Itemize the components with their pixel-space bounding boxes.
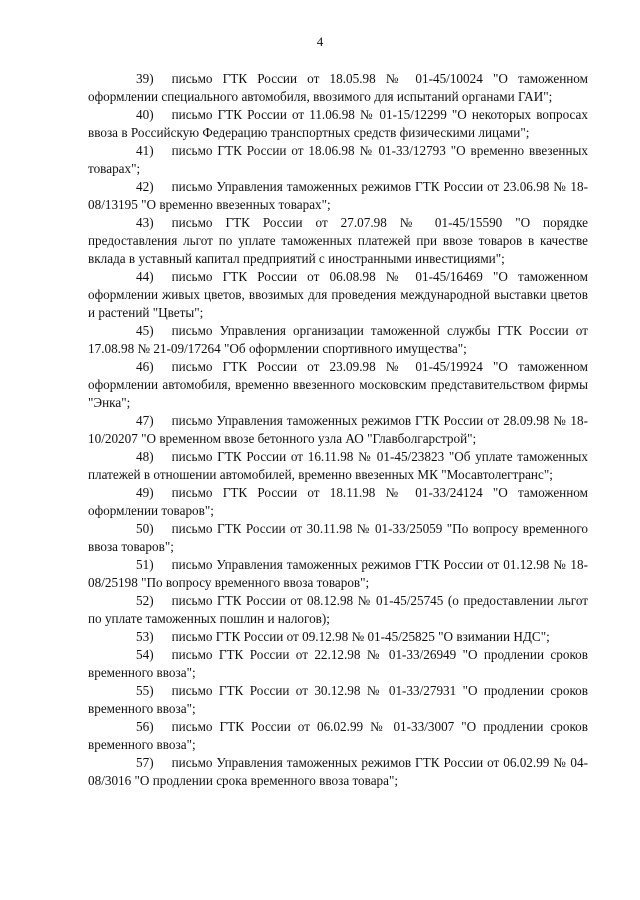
list-item	[88, 484, 588, 520]
item-number: 39)	[136, 71, 154, 86]
item-number: 42)	[136, 179, 154, 194]
item-text: письмо Управления таможенных режимов ГТК России от 01.12.98 № 18-08/25198 "По вопросу временного ввоза товаров";	[88, 557, 588, 590]
item-number: 44)	[136, 269, 154, 284]
item-number: 45)	[136, 323, 154, 338]
list-item	[88, 520, 588, 556]
list-item	[88, 448, 588, 484]
item-number: 50)	[136, 521, 154, 536]
item-number: 57)	[136, 755, 154, 770]
item-text: письмо ГТК России от 30.12.98 № 01-33/27931 "О продлении сроков временного ввоза";	[88, 683, 588, 716]
item-text: письмо ГТК России от 27.07.98 № 01-45/15590 "О порядке предоставления льгот по уплате таможенных платежей при ввозе товаров в качестве вклада в уставный капитал предприятий с иностранными инвестициями";	[88, 215, 588, 266]
item-number: 54)	[136, 647, 154, 662]
list-item	[88, 142, 588, 178]
list-item	[88, 556, 588, 592]
item-number: 46)	[136, 359, 154, 374]
item-number: 53)	[136, 629, 154, 644]
item-text: письмо Управления организации таможенной службы ГТК России от 17.08.98 № 21-09/17264 "Об оформлении спортивного имущества";	[88, 323, 588, 356]
item-number: 56)	[136, 719, 154, 734]
item-text: письмо Управления таможенных режимов ГТК России от 28.09.98 № 18-10/20207 "О временном ввозе бетонного узла АО "Главболгарстрой";	[88, 413, 588, 446]
list-item	[88, 718, 588, 754]
item-number: 52)	[136, 593, 154, 608]
page-number: 4	[316, 34, 324, 49]
list-item	[88, 412, 588, 448]
item-number: 40)	[136, 107, 154, 122]
item-number: 51)	[136, 557, 154, 572]
item-text: письмо ГТК России от 23.09.98 № 01-45/19924 "О таможенном оформлении автомобиля, временно ввезенного московским представительством фирмы "Энка";	[88, 359, 588, 410]
item-text: письмо Управления таможенных режимов ГТК России от 23.06.98 № 18-08/13195 "О временно ввезенных товарах";	[88, 179, 588, 212]
item-number: 41)	[136, 143, 154, 158]
item-text: письмо ГТК России от 09.12.98 № 01-45/25825 "О взимании НДС";	[171, 629, 550, 644]
list-item	[88, 358, 588, 412]
list-item	[88, 592, 588, 628]
item-text: письмо ГТК России от 06.02.99 № 01-33/3007 "О продлении сроков временного ввоза";	[88, 719, 588, 752]
list-item	[88, 106, 588, 142]
item-text: письмо ГТК России от 11.06.98 № 01-15/12299 "О некоторых вопросах ввоза в Российскую Федерацию транспортных средств физическими лицами";	[88, 107, 588, 140]
item-text: письмо ГТК России от 30.11.98 № 01-33/25059 "По вопросу временного ввоза товаров";	[88, 521, 588, 554]
item-text: письмо ГТК России от 08.12.98 № 01-45/25745 (о предоставлении льгот по уплате таможенных пошлин и налогов);	[88, 593, 588, 626]
item-list	[88, 70, 588, 790]
item-text: письмо ГТК России от 18.11.98 № 01-33/24124 "О таможенном оформлении товаров";	[88, 485, 588, 518]
list-item	[88, 628, 588, 646]
list-item	[88, 70, 588, 106]
item-text: письмо ГТК России от 18.05.98 № 01-45/10024 "О таможенном оформлении специального автомобиля, ввозимого для испытаний органами ГАИ";	[88, 71, 588, 104]
item-number: 55)	[136, 683, 154, 698]
item-number: 48)	[136, 449, 154, 464]
list-item	[88, 268, 588, 322]
item-number: 47)	[136, 413, 154, 428]
item-text: письмо ГТК России от 22.12.98 № 01-33/26949 "О продлении сроков временного ввоза";	[88, 647, 588, 680]
item-text: письмо ГТК России от 06.08.98 № 01-45/16469 "О таможенном оформлении живых цветов, ввозимых для проведения международной выставки цветов и растений "Цветы";	[88, 269, 588, 320]
list-item	[88, 214, 588, 268]
list-item	[88, 646, 588, 682]
item-text: письмо Управления таможенных режимов ГТК России от 06.02.99 № 04-08/3016 "О продлении срока временного ввоза товара";	[88, 755, 588, 788]
item-number: 43)	[136, 215, 154, 230]
item-text: письмо ГТК России от 18.06.98 № 01-33/12793 "О временно ввезенных товарах";	[88, 143, 588, 176]
list-item	[88, 322, 588, 358]
item-text: письмо ГТК России от 16.11.98 № 01-45/23823 "Об уплате таможенных платежей в отношении автомобилей, временно ввезенных МК "Мосавтолегтранс";	[88, 449, 588, 482]
item-number: 49)	[136, 485, 154, 500]
list-item	[88, 178, 588, 214]
list-item	[88, 754, 588, 790]
list-item	[88, 682, 588, 718]
